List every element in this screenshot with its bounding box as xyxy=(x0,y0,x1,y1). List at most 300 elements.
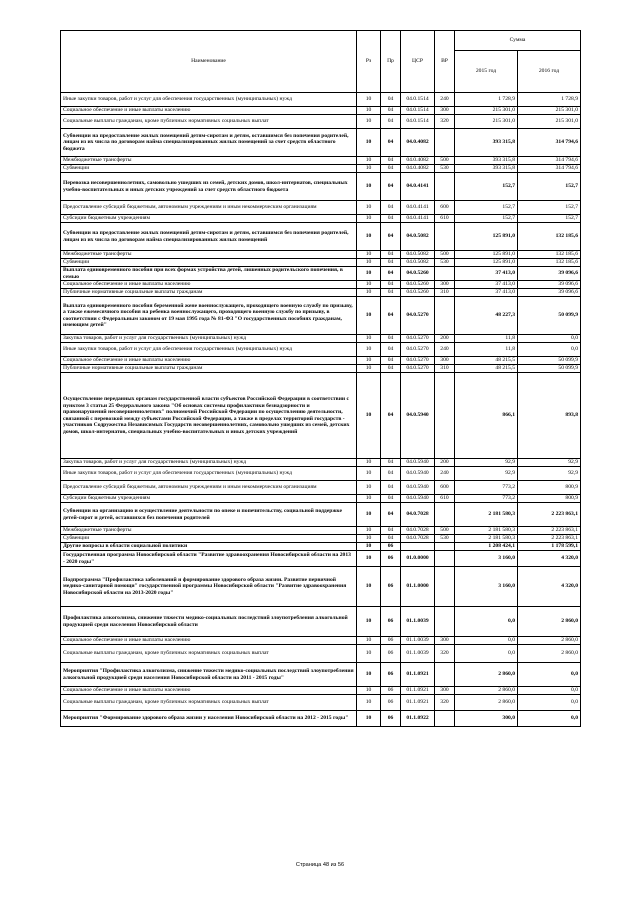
row-value-2016: 0,0 xyxy=(518,335,581,343)
row-value-2016: 152,7 xyxy=(518,215,581,223)
row-pr: 06 xyxy=(381,663,401,687)
row-vr: 300 xyxy=(435,281,455,289)
row-value-2016: 0,0 xyxy=(518,663,581,687)
row-csr: 04.0.5082 xyxy=(401,223,435,251)
row-csr: 01.1.0039 xyxy=(401,645,435,663)
row-name: Субвенции на организацию и осуществление деятельности по опеке и попечительству, социальной поддержке детей-сирот и детей, оставшихся без попечения родителей xyxy=(61,503,357,527)
row-pr: 04 xyxy=(381,335,401,343)
row-vr: 310 xyxy=(435,365,455,373)
row-pr: 04 xyxy=(381,459,401,467)
row-name: Субвенции на предоставление жилых помещений детям-сиротам и детям, оставшимся без попечения родителей, лицам из их числа по договорам найма специализированных жилых помещений за счет средств областного бюджета xyxy=(61,129,357,157)
table-row xyxy=(61,459,581,467)
row-name: Государственная программа Новосибирской области "Развитие здравоохранения Новосибирской области на 2013 - 2020 годы" xyxy=(61,551,357,567)
row-pr: 04 xyxy=(381,297,401,335)
row-rz: 10 xyxy=(357,535,381,543)
row-rz: 10 xyxy=(357,607,381,637)
row-csr: 01.1.0039 xyxy=(401,607,435,637)
row-value-2015: 3 160,0 xyxy=(455,567,518,607)
row-vr: 530 xyxy=(435,535,455,543)
row-name: Иные закупки товаров, работ и услуг для обеспечения государственных (муниципальных) нужд xyxy=(61,93,357,107)
row-pr: 04 xyxy=(381,165,401,173)
row-vr xyxy=(435,551,455,567)
row-vr: 320 xyxy=(435,645,455,663)
table-row xyxy=(61,687,581,695)
row-csr: 04.0.5082 xyxy=(401,251,435,259)
row-rz: 10 xyxy=(357,157,381,165)
col-header-rz: Рз xyxy=(357,31,381,93)
row-vr xyxy=(435,173,455,201)
row-value-2016: 132 185,6 xyxy=(518,259,581,267)
row-name: Перевозка несовершеннолетних, самовольно ушедших из семей, детских домов, школ-интернатов, специальных учебно-воспитательных и иных детских учреждений за счет средств областного бюджета xyxy=(61,173,357,201)
table-row xyxy=(61,637,581,645)
row-csr: 04.0.5270 xyxy=(401,297,435,335)
row-value-2015: 866,1 xyxy=(455,373,518,459)
row-name: Субвенции xyxy=(61,535,357,543)
row-vr: 310 xyxy=(435,289,455,297)
table-row xyxy=(61,467,581,481)
row-value-2016: 152,7 xyxy=(518,173,581,201)
row-name: Социальные выплаты гражданам, кроме публичных нормативных социальных выплат xyxy=(61,645,357,663)
row-value-2016: 314 794,6 xyxy=(518,165,581,173)
row-value-2015: 48 215,5 xyxy=(455,365,518,373)
row-rz: 10 xyxy=(357,711,381,727)
table-row xyxy=(61,495,581,503)
table-row xyxy=(61,115,581,129)
row-pr: 06 xyxy=(381,543,401,551)
row-pr: 04 xyxy=(381,215,401,223)
table-row xyxy=(61,551,581,567)
table-row xyxy=(61,365,581,373)
row-value-2015: 393 315,8 xyxy=(455,129,518,157)
row-csr: 04.0.5940 xyxy=(401,495,435,503)
row-csr: 04.0.4082 xyxy=(401,165,435,173)
row-rz: 10 xyxy=(357,107,381,115)
row-value-2016: 132 185,6 xyxy=(518,223,581,251)
row-csr: 01.1.0921 xyxy=(401,663,435,687)
table-row xyxy=(61,173,581,201)
row-pr: 04 xyxy=(381,281,401,289)
row-name: Социальное обеспечение и иные выплаты населению xyxy=(61,357,357,365)
row-vr: 610 xyxy=(435,495,455,503)
row-vr xyxy=(435,373,455,459)
table-row xyxy=(61,223,581,251)
row-vr xyxy=(435,129,455,157)
table-row xyxy=(61,373,581,459)
row-value-2015: 37 413,0 xyxy=(455,267,518,281)
row-csr: 04.0.4141 xyxy=(401,215,435,223)
row-csr: 04.0.5270 xyxy=(401,335,435,343)
row-pr: 04 xyxy=(381,495,401,503)
row-pr: 04 xyxy=(381,343,401,357)
row-value-2015: 1 208 424,1 xyxy=(455,543,518,551)
table-row xyxy=(61,157,581,165)
table-row xyxy=(61,165,581,173)
table-row xyxy=(61,93,581,107)
row-value-2015: 2 181 580,3 xyxy=(455,535,518,543)
row-name: Закупка товаров, работ и услуг для государственных (муниципальных) нужд xyxy=(61,335,357,343)
row-csr: 04.0.5270 xyxy=(401,357,435,365)
row-pr: 04 xyxy=(381,503,401,527)
row-csr: 04.0.1514 xyxy=(401,93,435,107)
row-rz: 10 xyxy=(357,459,381,467)
row-value-2016: 92,9 xyxy=(518,459,581,467)
row-value-2016: 0,0 xyxy=(518,711,581,727)
row-value-2015: 2 181 580,3 xyxy=(455,503,518,527)
row-name: Субсидии бюджетным учреждениям xyxy=(61,495,357,503)
row-value-2016: 39 096,6 xyxy=(518,267,581,281)
row-rz: 10 xyxy=(357,223,381,251)
row-csr: 04.0.5270 xyxy=(401,365,435,373)
row-value-2015: 125 891,0 xyxy=(455,251,518,259)
budget-sheet xyxy=(60,30,580,727)
col-header-pr: Пр xyxy=(381,31,401,93)
row-csr: 01.1.0039 xyxy=(401,637,435,645)
row-pr: 04 xyxy=(381,173,401,201)
row-rz: 10 xyxy=(357,115,381,129)
row-name: Мероприятия "Формирование здорового образа жизни у населения Новосибирской области на 2012 - 2015 годы" xyxy=(61,711,357,727)
row-value-2016: 0,0 xyxy=(518,343,581,357)
row-name: Предоставление субсидий бюджетным, автономным учреждениям и иным некоммерческим организациям xyxy=(61,481,357,495)
row-pr: 06 xyxy=(381,695,401,711)
row-value-2016: 800,9 xyxy=(518,481,581,495)
table-row xyxy=(61,281,581,289)
row-pr: 06 xyxy=(381,645,401,663)
row-value-2016: 2 860,0 xyxy=(518,637,581,645)
row-vr xyxy=(435,267,455,281)
row-name: Межбюджетные трансферты xyxy=(61,251,357,259)
row-vr xyxy=(435,711,455,727)
row-pr: 04 xyxy=(381,373,401,459)
row-vr: 320 xyxy=(435,695,455,711)
row-rz: 10 xyxy=(357,259,381,267)
row-rz: 10 xyxy=(357,543,381,551)
row-value-2015: 125 891,0 xyxy=(455,223,518,251)
row-value-2015: 0,0 xyxy=(455,645,518,663)
row-csr: 04.0.4141 xyxy=(401,173,435,201)
row-value-2016: 4 320,0 xyxy=(518,551,581,567)
row-vr: 240 xyxy=(435,343,455,357)
row-value-2015: 215 301,0 xyxy=(455,115,518,129)
row-value-2016: 215 301,0 xyxy=(518,107,581,115)
row-name: Публичные нормативные социальные выплаты гражданам xyxy=(61,365,357,373)
row-value-2016: 893,8 xyxy=(518,373,581,459)
row-value-2015: 125 891,0 xyxy=(455,259,518,267)
row-pr: 04 xyxy=(381,467,401,481)
row-value-2015: 215 301,0 xyxy=(455,107,518,115)
table-body xyxy=(61,93,581,727)
row-rz: 10 xyxy=(357,297,381,335)
row-value-2016: 800,9 xyxy=(518,495,581,503)
row-value-2016: 39 096,6 xyxy=(518,289,581,297)
row-value-2016: 1 728,9 xyxy=(518,93,581,107)
row-value-2016: 50 099,9 xyxy=(518,365,581,373)
row-value-2016: 215 301,0 xyxy=(518,115,581,129)
row-rz: 10 xyxy=(357,343,381,357)
row-vr: 300 xyxy=(435,107,455,115)
row-value-2015: 152,7 xyxy=(455,201,518,215)
row-csr: 04.0.5260 xyxy=(401,267,435,281)
row-rz: 10 xyxy=(357,695,381,711)
row-value-2015: 92,9 xyxy=(455,467,518,481)
row-rz: 10 xyxy=(357,201,381,215)
row-rz: 10 xyxy=(357,365,381,373)
row-name: Субвенции xyxy=(61,165,357,173)
row-value-2016: 1 178 599,1 xyxy=(518,543,581,551)
row-value-2016: 0,0 xyxy=(518,695,581,711)
row-pr: 06 xyxy=(381,567,401,607)
row-value-2016: 2 223 863,1 xyxy=(518,503,581,527)
row-value-2016: 132 185,6 xyxy=(518,251,581,259)
table-row xyxy=(61,567,581,607)
row-value-2016: 0,0 xyxy=(518,687,581,695)
row-rz: 10 xyxy=(357,551,381,567)
row-value-2015: 393 315,8 xyxy=(455,165,518,173)
row-pr: 04 xyxy=(381,223,401,251)
row-csr: 04.0.7028 xyxy=(401,535,435,543)
row-pr: 04 xyxy=(381,107,401,115)
row-vr: 600 xyxy=(435,201,455,215)
row-csr: 01.1.0921 xyxy=(401,687,435,695)
row-value-2015: 11,8 xyxy=(455,343,518,357)
row-value-2016: 2 860,0 xyxy=(518,645,581,663)
row-value-2016: 50 099,9 xyxy=(518,357,581,365)
row-pr: 06 xyxy=(381,711,401,727)
col-header-2015: 2015 год xyxy=(455,51,518,93)
row-pr: 06 xyxy=(381,637,401,645)
row-pr: 04 xyxy=(381,289,401,297)
table-row xyxy=(61,357,581,365)
row-rz: 10 xyxy=(357,495,381,503)
row-rz: 10 xyxy=(357,481,381,495)
row-rz: 10 xyxy=(357,215,381,223)
row-csr: 04.0.5940 xyxy=(401,373,435,459)
row-csr: 04.0.7028 xyxy=(401,503,435,527)
row-name: Публичные нормативные социальные выплаты гражданам xyxy=(61,289,357,297)
table-row xyxy=(61,543,581,551)
row-pr: 04 xyxy=(381,365,401,373)
row-pr: 04 xyxy=(381,259,401,267)
row-pr: 04 xyxy=(381,267,401,281)
row-name: Социальные выплаты гражданам, кроме публичных нормативных социальных выплат xyxy=(61,695,357,711)
row-name: Предоставление субсидий бюджетным, автономным учреждениям и иным некоммерческим организациям xyxy=(61,201,357,215)
row-pr: 04 xyxy=(381,535,401,543)
row-vr xyxy=(435,297,455,335)
row-vr: 500 xyxy=(435,157,455,165)
row-vr: 600 xyxy=(435,481,455,495)
row-rz: 10 xyxy=(357,357,381,365)
row-value-2015: 300,0 xyxy=(455,711,518,727)
row-csr: 04.0.5940 xyxy=(401,467,435,481)
row-value-2015: 3 160,0 xyxy=(455,551,518,567)
row-name: Иные закупки товаров, работ и услуг для обеспечения государственных (муниципальных) нужд xyxy=(61,343,357,357)
row-value-2015: 773,2 xyxy=(455,495,518,503)
row-rz: 10 xyxy=(357,645,381,663)
row-name: Мероприятия "Профилактика алкоголизма, снижение тяжести медико-социальных последствий злоупотребления алкогольной продукцией среди населения Новосибирской области на 2011 - 2015 годы" xyxy=(61,663,357,687)
row-name: Социальное обеспечение и иные выплаты населению xyxy=(61,637,357,645)
col-header-sum: Сумма xyxy=(455,31,581,51)
row-pr: 04 xyxy=(381,251,401,259)
row-vr: 500 xyxy=(435,527,455,535)
row-pr: 04 xyxy=(381,129,401,157)
row-pr: 04 xyxy=(381,527,401,535)
table-row xyxy=(61,663,581,687)
row-name: Социальное обеспечение и иные выплаты населению xyxy=(61,107,357,115)
row-name: Межбюджетные трансферты xyxy=(61,157,357,165)
table-row xyxy=(61,645,581,663)
row-pr: 06 xyxy=(381,687,401,695)
row-csr: 04.0.4082 xyxy=(401,129,435,157)
row-pr: 04 xyxy=(381,93,401,107)
row-vr: 610 xyxy=(435,215,455,223)
row-csr: 04.0.5940 xyxy=(401,459,435,467)
table-row xyxy=(61,535,581,543)
table-row xyxy=(61,215,581,223)
row-value-2016: 2 223 863,1 xyxy=(518,527,581,535)
row-name: Осуществление переданных органам государственной власти субъектов Российской Федерации в соответствии с пунктом 3 статьи 25 Федерального закона "Об основах системы профилактики безнадзорности и правонарушений несовершеннолетних" полномочий Российской Федерации по осуществлению деятельности, связанной с перевозкой между субъектами Российской Федерации, а также в пределах территорий государств - участников Содружества Независимых Государств несовершеннолетних, самовольно ушедших из семей, детских домов, школ-интернатов, специальных учебно-воспитательных и иных детских учреждений xyxy=(61,373,357,459)
row-vr xyxy=(435,543,455,551)
row-pr: 04 xyxy=(381,357,401,365)
col-header-2016: 2016 год xyxy=(518,51,581,93)
row-value-2016: 50 099,9 xyxy=(518,297,581,335)
row-value-2016: 314 794,6 xyxy=(518,129,581,157)
row-vr: 240 xyxy=(435,467,455,481)
row-vr xyxy=(435,503,455,527)
row-csr: 01.1.0921 xyxy=(401,695,435,711)
table-row xyxy=(61,335,581,343)
row-value-2016: 314 794,6 xyxy=(518,157,581,165)
row-rz: 10 xyxy=(357,687,381,695)
row-name: Закупка товаров, работ и услуг для государственных (муниципальных) нужд xyxy=(61,459,357,467)
table-row xyxy=(61,129,581,157)
row-vr: 240 xyxy=(435,93,455,107)
row-csr xyxy=(401,543,435,551)
col-header-name: Наименование xyxy=(61,31,357,93)
row-value-2015: 1 728,9 xyxy=(455,93,518,107)
table-row xyxy=(61,695,581,711)
row-value-2015: 92,9 xyxy=(455,459,518,467)
row-vr xyxy=(435,663,455,687)
row-vr: 300 xyxy=(435,357,455,365)
table-row xyxy=(61,107,581,115)
table-row xyxy=(61,267,581,281)
table-row xyxy=(61,607,581,637)
row-rz: 10 xyxy=(357,467,381,481)
row-rz: 10 xyxy=(357,267,381,281)
row-pr: 04 xyxy=(381,201,401,215)
row-value-2016: 39 096,6 xyxy=(518,281,581,289)
row-rz: 10 xyxy=(357,373,381,459)
row-value-2015: 48 227,3 xyxy=(455,297,518,335)
col-header-vr: ВР xyxy=(435,31,455,93)
row-vr xyxy=(435,223,455,251)
row-rz: 10 xyxy=(357,637,381,645)
row-vr xyxy=(435,607,455,637)
row-name: Выплата единовременного пособия беременной жене военнослужащего, проходящего военную службу по призыву, а также ежемесячного пособия на ребенка военнослужащего, проходящего военную службу по призыву, в соответствии с Федеральным законом от 19 мая 1995 года № 81-ФЗ "О государственных пособиях гражданам, имеющим детей" xyxy=(61,297,357,335)
row-name: Другие вопросы в области социальной политики xyxy=(61,543,357,551)
row-vr: 200 xyxy=(435,335,455,343)
row-csr: 01.1.0000 xyxy=(401,567,435,607)
row-vr xyxy=(435,567,455,607)
row-name: Субвенции xyxy=(61,259,357,267)
row-name: Субсидии бюджетным учреждениям xyxy=(61,215,357,223)
row-name: Подпрограмма "Профилактика заболеваний и формирование здорового образа жизни. Развитие первичной медико-санитарной помощи" государственной программы Новосибирской области "Развитие здравоохранения Новосибирской области на 2013-2020 годы" xyxy=(61,567,357,607)
row-name: Субвенции на предоставление жилых помещений детям-сиротам и детям, оставшимся без попечения родителей, лицам из их числа по договорам найма специализированных жилых помещений xyxy=(61,223,357,251)
row-vr: 500 xyxy=(435,251,455,259)
row-name: Межбюджетные трансферты xyxy=(61,527,357,535)
row-value-2015: 152,7 xyxy=(455,173,518,201)
row-value-2015: 48 215,5 xyxy=(455,357,518,365)
table-row xyxy=(61,343,581,357)
row-name: Социальное обеспечение и иные выплаты населению xyxy=(61,687,357,695)
row-value-2016: 152,7 xyxy=(518,201,581,215)
row-value-2015: 773,2 xyxy=(455,481,518,495)
row-rz: 10 xyxy=(357,251,381,259)
row-csr: 04.0.1514 xyxy=(401,115,435,129)
row-csr: 01.1.0922 xyxy=(401,711,435,727)
row-value-2015: 2 860,0 xyxy=(455,663,518,687)
row-csr: 04.0.5260 xyxy=(401,281,435,289)
row-rz: 10 xyxy=(357,165,381,173)
row-rz: 10 xyxy=(357,93,381,107)
page-number: Страница 48 из 56 xyxy=(295,862,345,868)
table-row xyxy=(61,297,581,335)
row-name: Социальные выплаты гражданам, кроме публичных нормативных социальных выплат xyxy=(61,115,357,129)
row-value-2015: 2 860,0 xyxy=(455,695,518,711)
row-rz: 10 xyxy=(357,289,381,297)
table-row xyxy=(61,259,581,267)
row-pr: 06 xyxy=(381,607,401,637)
table-row xyxy=(61,711,581,727)
row-name: Иные закупки товаров, работ и услуг для обеспечения государственных (муниципальных) нужд xyxy=(61,467,357,481)
row-value-2015: 0,0 xyxy=(455,637,518,645)
table-row xyxy=(61,527,581,535)
row-value-2015: 37 413,0 xyxy=(455,281,518,289)
row-rz: 10 xyxy=(357,173,381,201)
row-csr: 04.0.5082 xyxy=(401,259,435,267)
row-value-2015: 2 181 580,3 xyxy=(455,527,518,535)
row-name: Социальное обеспечение и иные выплаты населению xyxy=(61,281,357,289)
row-value-2016: 92,9 xyxy=(518,467,581,481)
row-value-2016: 4 320,0 xyxy=(518,567,581,607)
row-rz: 10 xyxy=(357,663,381,687)
row-value-2015: 393 315,8 xyxy=(455,157,518,165)
row-value-2016: 2 223 863,1 xyxy=(518,535,581,543)
row-rz: 10 xyxy=(357,527,381,535)
row-pr: 06 xyxy=(381,551,401,567)
row-rz: 10 xyxy=(357,129,381,157)
row-value-2015: 37 413,0 xyxy=(455,289,518,297)
row-vr: 530 xyxy=(435,165,455,173)
row-vr: 530 xyxy=(435,259,455,267)
row-name: Профилактика алкоголизма, снижение тяжести медико-социальных последствий злоупотребления алкогольной продукцией среди населения Новосибирской области xyxy=(61,607,357,637)
row-csr: 01.0.0000 xyxy=(401,551,435,567)
table-row xyxy=(61,251,581,259)
table-row xyxy=(61,481,581,495)
row-value-2015: 2 860,0 xyxy=(455,687,518,695)
row-csr: 04.0.4082 xyxy=(401,157,435,165)
table-row xyxy=(61,201,581,215)
row-pr: 04 xyxy=(381,157,401,165)
row-vr: 200 xyxy=(435,459,455,467)
row-csr: 04.0.7028 xyxy=(401,527,435,535)
budget-table xyxy=(60,30,581,727)
row-value-2015: 0,0 xyxy=(455,607,518,637)
table-row xyxy=(61,503,581,527)
row-vr: 300 xyxy=(435,687,455,695)
row-csr: 04.0.5260 xyxy=(401,289,435,297)
row-rz: 10 xyxy=(357,503,381,527)
row-value-2015: 152,7 xyxy=(455,215,518,223)
